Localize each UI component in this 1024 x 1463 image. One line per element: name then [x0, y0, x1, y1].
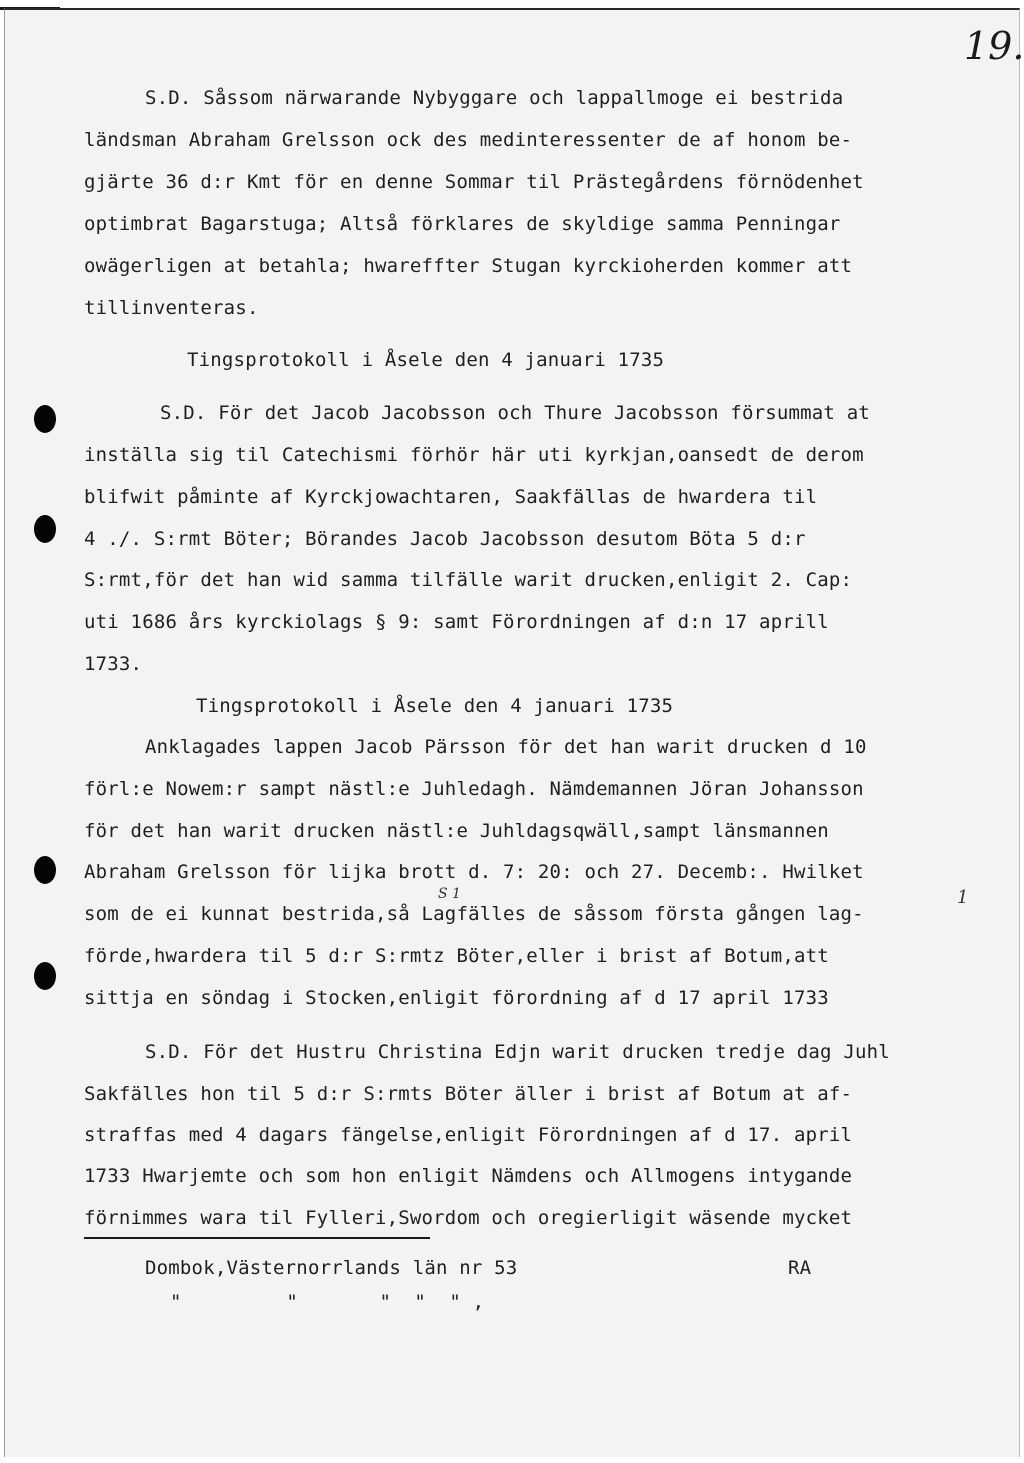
text-line: gjärte 36 d:r Kmt för en denne Sommar til Prästegårdens förnödenhet [84, 171, 864, 193]
text-line: 4 ./. S:rmt Böter; Börandes Jacob Jacobsson desutom Böta 5 d:r [84, 528, 806, 550]
text-line: S.D. För det Hustru Christina Edjn warit drucken tredje dag Juhl [145, 1041, 890, 1063]
text-line: S.D. Såssom närwarande Nybyggare och lappallmoge ei bestrida [145, 87, 844, 109]
text-line: ländsman Abraham Grelsson ock des medinteressenter de af honom be- [84, 129, 853, 151]
punch-hole [34, 405, 56, 433]
punch-hole [34, 856, 56, 884]
text-line: 1733 Hwarjemte och som hon enligit Nämdens och Allmogens intygande [84, 1165, 853, 1187]
text-line: uti 1686 års kyrckiolags § 9: samt Förordningen af d:n 17 aprill [84, 611, 829, 633]
footnote-archive: RA [788, 1257, 812, 1279]
text-line: Anklagades lappen Jacob Pärsson för det han warit drucken d 10 [145, 736, 867, 758]
footnote-rule [84, 1237, 430, 1239]
text-line: blifwit påminte af Kyrckjowachtaren, Saakfällas de hwardera til [84, 486, 818, 508]
footnote-ditto: " " " " " , [170, 1291, 485, 1313]
text-line: optimbrat Bagarstuga; Altså förklares de skyldige samma Penningar [84, 213, 841, 235]
punch-hole [34, 962, 56, 990]
text-line: S:rmt,för det han wid samma tilfälle warit drucken,enligit 2. Cap: [84, 569, 853, 591]
text-line: owägerligen at betahla; hwareffter Stugan kyrckioherden kommer att [84, 255, 853, 277]
text-line: sittja en söndag i Stocken,enligit förordning af d 17 april 1733 [84, 987, 829, 1009]
text-line: 1733. [84, 653, 143, 675]
page-number: 19. [964, 24, 1024, 68]
text-line: förde,hwardera til 5 d:r S:rmtz Böter,eller i brist af Botum,att [84, 945, 829, 967]
text-line: straffas med 4 dagars fängelse,enligit Förordningen af d 17. april [84, 1124, 853, 1146]
text-line: Sakfälles hon til 5 d:r S:rmts Böter äller i brist af Botum at af- [84, 1083, 853, 1105]
section-heading: Tingsprotokoll i Åsele den 4 januari 1735 [187, 349, 665, 371]
footnote-source: Dombok,Västernorrlands län nr 53 [145, 1257, 518, 1279]
interlinear-note: S 1 [438, 886, 461, 902]
text-line: som de ei kunnat bestrida,så Lagfälles de såssom första gången lag- [84, 903, 864, 925]
text-line: S.D. För det Jacob Jacobsson och Thure Jacobsson försummat at [160, 402, 870, 424]
text-line: förnimmes wara til Fylleri,Swordom och oregierligit wäsende mycket [84, 1207, 853, 1229]
section-heading: Tingsprotokoll i Åsele den 4 januari 1735 [196, 695, 674, 717]
margin-note: 1 [957, 887, 969, 908]
text-line: tillinventeras. [84, 297, 259, 319]
punch-hole [34, 515, 56, 543]
text-line: för det han warit drucken nästl:e Juhldagsqwäll,sampt länsmannen [84, 820, 829, 842]
text-line: inställa sig til Catechismi förhör här uti kyrkjan,oansedt de derom [84, 444, 864, 466]
text-line: förl:e Nowem:r sampt nästl:e Juhledagh. Nämdemannen Jöran Johansson [84, 778, 864, 800]
text-line: Abraham Grelsson för lijka brott d. 7: 20: och 27. Decemb:. Hwilket [84, 861, 864, 883]
